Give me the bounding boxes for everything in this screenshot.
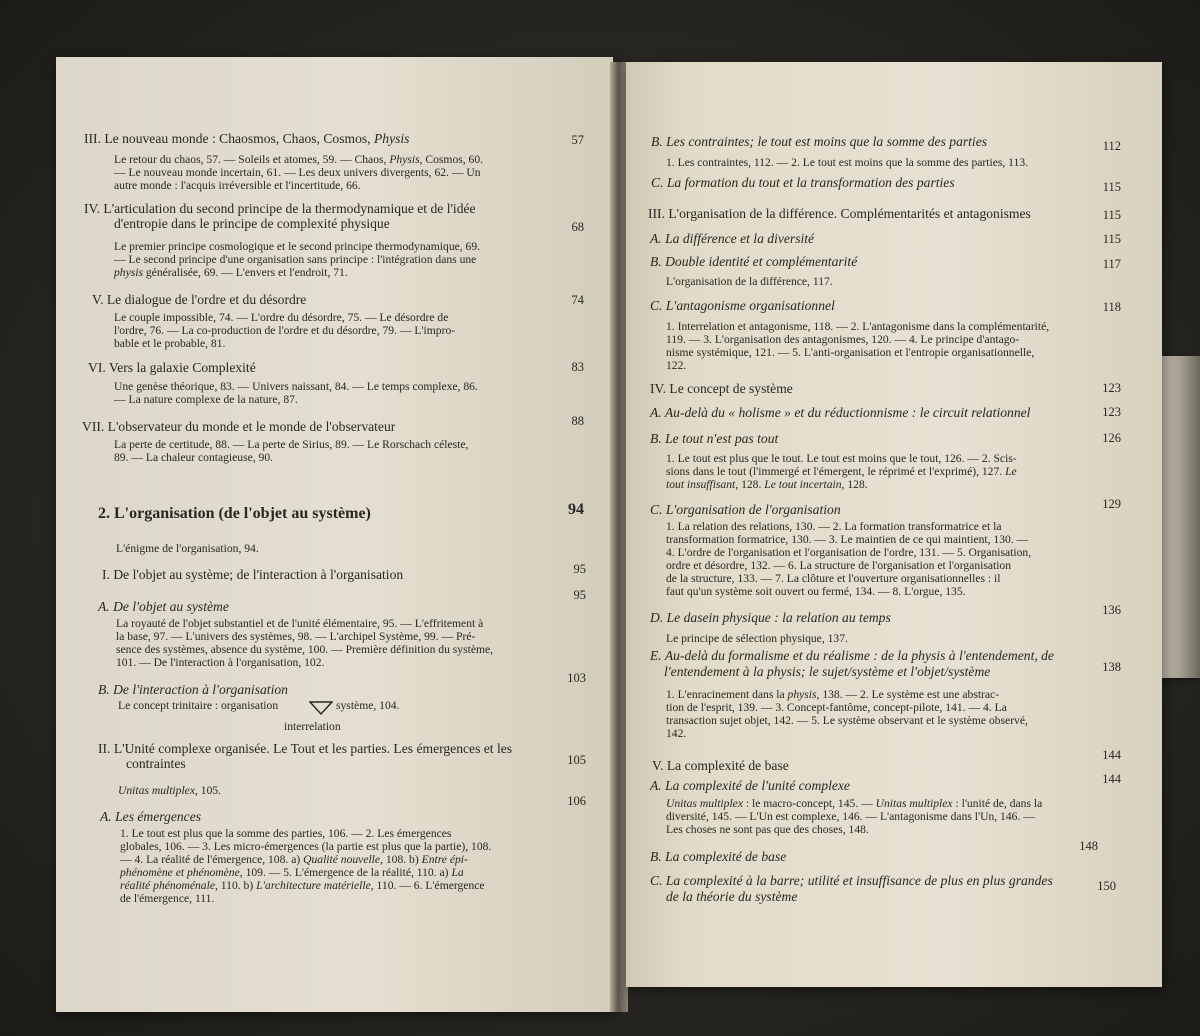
- section-body: réalité phénoménale, 110. b) L'architecture matérielle, 110. — 6. L'émergence: [120, 879, 485, 892]
- page-number: 115: [1102, 208, 1121, 222]
- section-body: L'organisation de la différence, 117.: [666, 275, 833, 288]
- chapter-intro: L'énigme de l'organisation, 94.: [116, 542, 259, 555]
- section-body: 101. — De l'interaction à l'organisation, 102.: [116, 656, 325, 669]
- page-number: 150: [1097, 879, 1116, 893]
- section-title: V. Le dialogue de l'ordre et du désordre: [92, 292, 307, 307]
- section-body: 1. La relation des relations, 130. — 2. La formation transformatrice et la: [666, 520, 1002, 533]
- page-number: 105: [567, 753, 586, 767]
- section-title: V. La complexité de base: [652, 758, 789, 773]
- section-body: l'ordre, 76. — La co-production de l'ordre et du désordre, 79. — L'impro-: [114, 324, 456, 337]
- section-body: Le concept trinitaire : organisation: [118, 699, 279, 712]
- page-number: 95: [573, 588, 586, 602]
- section-body: 1. Interrelation et antagonisme, 118. — 2. L'antagonisme dans la complémentarité,: [666, 320, 1050, 333]
- section-body: La perte de certitude, 88. — La perte de Sirius, 89. — Le Rorschach céleste,: [114, 438, 469, 451]
- subsection-title: B. Double identité et complémentarité: [650, 254, 858, 269]
- page-number: 74: [571, 293, 584, 307]
- page-number: 136: [1102, 603, 1121, 617]
- section-body: Le couple impossible, 74. — L'ordre du désordre, 75. — Le désordre de: [114, 311, 449, 324]
- section-body: — Le nouveau monde incertain, 61. — Les deux univers divergents, 62. — Un: [114, 166, 481, 179]
- subsection-title: A. Les émergences: [100, 809, 202, 824]
- page-number: 129: [1102, 497, 1121, 511]
- section-body: 1. L'enracinement dans la physis, 138. — 2. Le système est une abstrac-: [666, 688, 1000, 701]
- page-number: 68: [571, 220, 584, 234]
- section-body: physis généralisée, 69. — L'envers et l'endroit, 71.: [114, 266, 348, 279]
- triangle-icon: [309, 700, 333, 716]
- section-body: nisme systémique, 121. — 5. L'anti-organisation et l'entropie organisationnelle,: [666, 346, 1035, 359]
- right-page: [626, 62, 1162, 987]
- section-body: tion de l'esprit, 139. — 3. Concept-fantôme, concept-pilote, 141. — 4. La: [666, 701, 1007, 714]
- section-body: 4. L'ordre de l'organisation et l'organisation de l'ordre, 131. — 5. Organisation,: [666, 546, 1032, 559]
- subsection-title: D. Le dasein physique : la relation au temps: [650, 610, 891, 625]
- chapter-title: 2. L'organisation (de l'objet au système): [98, 505, 371, 522]
- section-title: III. Le nouveau monde : Chaosmos, Chaos, Cosmos, Physis: [84, 131, 410, 146]
- page-number: 126: [1102, 431, 1121, 445]
- section-body: 122.: [666, 359, 687, 372]
- page-number: 115: [1102, 180, 1121, 194]
- subsection-title: C. La formation du tout et la transformation des parties: [651, 175, 955, 190]
- subsection-title: B. De l'interaction à l'organisation: [98, 682, 288, 697]
- section-body: faut qu'un système soit ouvert ou fermé, 134. — 8. L'orgue, 135.: [666, 585, 966, 598]
- subsection-title: C. L'antagonisme organisationnel: [650, 298, 835, 313]
- subsection-title: de la théorie du système: [666, 889, 798, 904]
- subsection-title: B. La complexité de base: [650, 849, 787, 864]
- section-body: 1. Le tout est plus que le tout. Le tout est moins que le tout, 126. — 2. Scis-: [666, 452, 1017, 465]
- section-body: Le retour du chaos, 57. — Soleils et atomes, 59. — Chaos, Physis, Cosmos, 60.: [114, 153, 484, 166]
- section-body: 1. Les contraintes, 112. — 2. Le tout est moins que la somme des parties, 113.: [666, 156, 1029, 169]
- section-body: — 4. La réalité de l'émergence, 108. a) Qualité nouvelle, 108. b) Entre épi-: [120, 853, 468, 866]
- subsection-title: C. La complexité à la barre; utilité et insuffisance de plus en plus grandes: [650, 873, 1053, 888]
- left-page: [56, 57, 613, 1012]
- section-body: Le premier principe cosmologique et le second principe thermodynamique, 69.: [114, 240, 481, 253]
- page-number: 103: [567, 671, 586, 685]
- page-number: 144: [1102, 748, 1121, 762]
- section-body: système, 104.: [336, 699, 400, 712]
- section-body: — La nature complexe de la nature, 87.: [114, 393, 298, 406]
- subsection-title: B. Les contraintes; le tout est moins que la somme des parties: [651, 134, 988, 149]
- section-body: sions dans le tout (l'immergé et l'émergent, le réprimé et l'exprimé), 127. Le: [666, 465, 1017, 478]
- subsection-title: A. De l'objet au système: [98, 599, 229, 614]
- section-body: sence des systèmes, absence du système, 100. — Première définition du système,: [116, 643, 494, 656]
- section-title: I. De l'objet au système; de l'interaction à l'organisation: [102, 567, 404, 582]
- section-body: Les choses ne sont pas que des choses, 148.: [666, 823, 869, 836]
- subsection-title: A. Au-delà du « holisme » et du réductionnisme : le circuit relationnel: [650, 405, 1031, 420]
- page-number: 106: [567, 794, 586, 808]
- subsection-title: E. Au-delà du formalisme et du réalisme : de la physis à l'entendement, de: [650, 648, 1054, 663]
- page-number: 115: [1102, 232, 1121, 246]
- section-body: transformation formatrice, 130. — 3. Le maintien de ce qui maintient, 130. —: [666, 533, 1029, 546]
- section-title: III. L'organisation de la différence. Complémentarités et antagonismes: [648, 206, 1031, 221]
- page-number: 83: [571, 360, 584, 374]
- section-body: globales, 106. — 3. Les micro-émergences (la partie est plus que la partie), 108.: [120, 840, 492, 853]
- section-title: d'entropie dans le principe de complexité physique: [114, 216, 390, 231]
- subsection-title: B. Le tout n'est pas tout: [650, 431, 779, 446]
- section-body: La royauté de l'objet substantiel et de l'unité élémentaire, 95. — L'effritement à: [116, 617, 484, 630]
- section-body: Unitas multiplex : le macro-concept, 145. — Unitas multiplex : l'unité de, dans la: [666, 797, 1043, 810]
- section-title: VII. L'observateur du monde et le monde de l'observateur: [82, 419, 396, 434]
- subsection-title: A. La complexité de l'unité complexe: [650, 778, 850, 793]
- section-body: 119. — 3. L'organisation des antagonismes, 120. — 4. Le principe d'antago-: [666, 333, 1020, 346]
- section-body: Le principe de sélection physique, 137.: [666, 632, 848, 645]
- section-body: tout insuffisant, 128. Le tout incertain, 128.: [666, 478, 868, 491]
- section-body: de la structure, 133. — 7. La clôture et l'ouverture organisationnelles : il: [666, 572, 1001, 585]
- section-body: 1. Le tout est plus que la somme des parties, 106. — 2. Les émergences: [120, 827, 452, 840]
- section-body: ordre et désordre, 132. — 6. La structure de l'organisation et l'organisation: [666, 559, 1012, 572]
- section-body: 142.: [666, 727, 687, 740]
- section-body: — Le second principe d'une organisation sans principe : l'intégration dans une: [114, 253, 477, 266]
- page-number: 88: [571, 414, 584, 428]
- page-number: 118: [1102, 300, 1121, 314]
- page-number: 144: [1102, 772, 1121, 786]
- page-number: 112: [1102, 139, 1121, 153]
- section-title: VI. Vers la galaxie Complexité: [88, 360, 256, 375]
- page-number: 123: [1102, 381, 1121, 395]
- subsection-title: A. La différence et la diversité: [650, 231, 815, 246]
- section-body: Unitas multiplex, 105.: [118, 784, 222, 797]
- section-body: transaction sujet objet, 142. — 5. Le système observant et le système observé,: [666, 714, 1028, 727]
- section-title: contraintes: [126, 756, 186, 771]
- page-number: 123: [1102, 405, 1121, 419]
- chapter-page-number: 94: [568, 501, 584, 518]
- section-body: de l'émergence, 111.: [120, 892, 215, 905]
- section-body: autre monde : l'acquis irréversible et l'incertitude, 66.: [114, 179, 361, 192]
- subsection-title: l'entendement à la physis; le sujet/système et l'objet/système: [664, 664, 991, 679]
- page-number: 138: [1102, 660, 1121, 674]
- diagram-label: interrelation: [284, 720, 341, 733]
- page-number: 148: [1079, 839, 1098, 853]
- section-body: phénomène et phénomène, 109. — 5. L'émergence de la réalité, 110. a) La: [120, 866, 464, 879]
- section-body: Une genèse théorique, 83. — Univers naissant, 84. — Le temps complexe, 86.: [114, 380, 478, 393]
- section-body: bable et le probable, 81.: [114, 337, 226, 350]
- page-number: 95: [573, 562, 586, 576]
- section-title: IV. L'articulation du second principe de la thermodynamique et de l'idée: [84, 201, 476, 216]
- section-title: IV. Le concept de système: [650, 381, 793, 396]
- section-body: diversité, 145. — L'Un est complexe, 146. — L'antagonisme dans l'Un, 146. —: [666, 810, 1035, 823]
- section-body: 89. — La chaleur contagieuse, 90.: [114, 451, 274, 464]
- section-body: la base, 97. — L'univers des systèmes, 98. — L'archipel Système, 99. — Pré-: [116, 630, 476, 643]
- page-number: 57: [571, 133, 584, 147]
- subsection-title: C. L'organisation de l'organisation: [650, 502, 841, 517]
- page-number: 117: [1102, 257, 1121, 271]
- section-title: II. L'Unité complexe organisée. Le Tout et les parties. Les émergences et les: [98, 741, 513, 756]
